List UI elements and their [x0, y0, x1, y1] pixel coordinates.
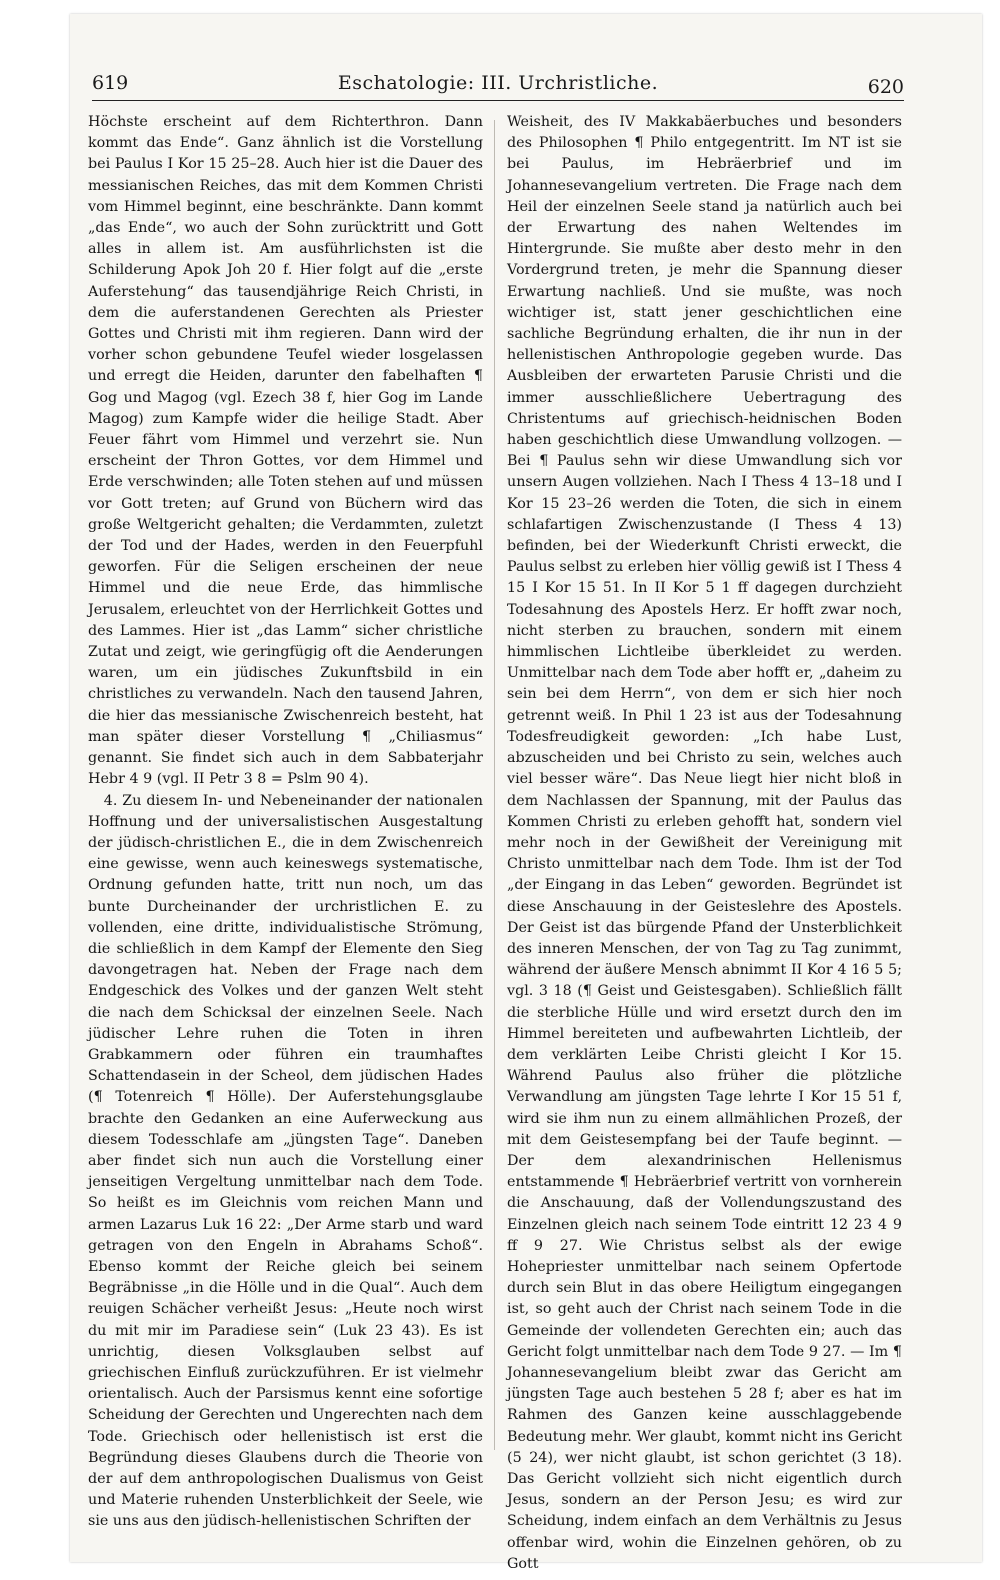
column-divider — [494, 120, 495, 1450]
left-column — [88, 112, 483, 1530]
left-paragraph-2: 4. Zu diesem In- und Nebeneinander der nationalen Hoffnung und der universalistischen Ausgestaltung der jüdisch-christlichen E., die in dem Zwischenreich eine gewisse, wenn auch keineswegs systematische, Ordnung gefunden hatte, tritt nun noch, um das bunte Durcheinander der urchristlichen E. zu vollenden, eine dritte, individualistische Strömung, die schließlich in dem Kampf der Elemente den Sieg davongetragen hat. Neben der Frage nach dem Endgeschick des Volkes und der ganzen Welt steht die nach dem Schicksal der einzelnen Seele. Nach jüdischer Lehre ruhen die Toten in ihren Grabkammern oder führen ein traumhaftes Schattendasein in der Scheol, dem jüdischen Hades (¶ Totenreich ¶ Hölle). Der Auferstehungsglaube brachte den Gedanken an eine Auferweckung aus diesem Todesschlafe am „jüngsten Tage“. Daneben aber findet sich nun auch die Vorstellung einer jenseitigen Vergeltung unmittelbar nach dem Tode. So heißt es im Gleichnis vom reichen Mann und armen Lazarus Luk 16 22: „Der Arme starb und ward getragen von den Engeln in Abrahams Schoß“. Ebenso kommt der Reiche gleich bei seinem Begräbnisse „in die Hölle und in die Qual“. Auch dem reuigen Schächer verheißt Jesus: „Heute noch wirst du mit mir im Paradiese sein“ (Luk 23 43). Es ist unrichtig, diesen Volksglauben selbst auf griechischen Einfluß zurückzuführen. Er ist vielmehr orientalisch. Auch der Parsismus kennt eine sofortige Scheidung der Gerechten und Ungerechten nach dem Tode. Griechisch oder hellenistisch ist erst die Begründung dieses Glaubens durch die Theorie von der auf dem anthropologischen Dualismus von Geist und Materie ruhenden Unsterblichkeit der Seele, wie sie uns aus den jüdisch-hellenistischen Schriften der — [88, 792, 483, 1530]
right-paragraph-1: Weisheit, des IV Makkabäerbuches und besonders des Philosophen ¶ Philo entgegentritt. Im NT ist sie bei Paulus, im Hebräerbrief und im Johannesevangelium vertreten. Die Frage nach dem Heil der einzelnen Seele stand ja natürlich auch bei der Erwartung des nahen Weltendes im Hintergrunde. Sie mußte aber desto mehr in den Vordergrund treten, je mehr die Spannung dieser Erwartung nachließ. Und sie mußte, was noch wichtiger ist, statt jener geschichtlichen eine sachliche Begründung erhalten, die ihr nun in der hellenistischen Anthropologie gegeben wurde. Das Ausbleiben der erwarteten Parusie Christi und die immer ausschließlichere Uebertragung des Christentums auf griechisch-heidnischen Boden haben geschichtlich diese Umwandlung vollzogen. — Bei ¶ Paulus sehn wir diese Umwandlung sich vor unsern Augen vollziehen. Nach I Thess 4 13–18 und I Kor 15 23–26 werden die Toten, die sich in einem schlafartigen Zwischenzustande (I Thess 4 13) befinden, bei der Wiederkunft Christi erweckt, die Paulus selbst zu erleben hier völlig gewiß ist I Thess 4 15 I Kor 15 51. In II Kor 5 1 ff dagegen durchzieht Todesahnung des Apostels Herz. Er hofft zwar noch, nicht sterben zu brauchen, sondern mit einem himmlischen Lichtleibe überkleidet zu werden. Unmittelbar nach dem Tode aber hofft er, „daheim zu sein bei dem Herrn“, von dem er sich hier noch getrennt weiß. In Phil 1 23 ist aus der Todesahnung Todesfreudigkeit geworden: „Ich habe Lust, abzuscheiden und bei Christo zu sein, welches auch viel besser wäre“. Das Neue liegt hier nicht bloß in dem Nachlassen der Spannung, mit der Paulus das Kommen Christi zu erleben gehofft hat, sondern viel mehr noch in der Gewißheit der Vereinigung mit Christo unmittelbar nach dem Tode. Ihm ist der Tod „der Eingang in das Leben“ geworden. Begründet ist diese Anschauung in der Geisteslehre des Apostels. Der Geist ist das bürgende Pfand der Unsterblichkeit des inneren Menschen, der von Tag zu Tag zunimmt, während der äußere Mensch abnimmt II Kor 4 16 5 5; vgl. 3 18 (¶ Geist und Geistesgaben). Schließlich fällt die sterbliche Hülle und wird ersetzt durch den im Himmel bereiteten und aufbewahrten Lichtleib, der dem verklärten Leibe Christi gleicht I Kor 15. Während Paulus also früher die plötzliche Verwandlung am jüngsten Tage lehrte I Kor 15 51 f, wird sie ihm nun zu einem allmählichen Prozeß, der mit dem Geistesempfang bei der Taufe beginnt. — Der dem alexandrinischen Hellenismus entstammende ¶ Hebräerbrief vertritt von vornherein die Anschauung, daß der Vollendungszustand des Einzelnen gleich nach seinem Tode eintritt 12 23 4 9 ff 9 27. Wie Christus selbst als der ewige Hohepriester unmittelbar nach seinem Opfertode durch sein Blut in das obere Heiligtum eingegangen ist, so geht auch der Christ nach seinem Tode in die Gemeinde der vollendeten Gerechten ein; auch das Gericht folgt unmittelbar nach dem Tode 9 27. — Im ¶ Johannesevangelium bleibt zwar das Gericht am jüngsten Tage auch bestehen 5 28 f; aber es hat im Rahmen des Ganzen keine ausschlaggebende Bedeutung mehr. Wer glaubt, kommt nicht ins Gericht (5 24), wer nicht glaubt, ist schon gerichtet (3 18). Das Gericht vollzieht sich nicht eigentlich durch Jesus, sondern an der Person Jesu; es wird zur Scheidung, indem einfach an dem Verhältnis zu Jesus offenbar wird, wohin die Einzelnen gehören, ob zu Gott — [507, 114, 902, 1572]
header-rule — [92, 100, 904, 101]
page-number-left: 619 — [92, 72, 129, 94]
right-column — [507, 112, 902, 1572]
page-number-right: 620 — [867, 76, 904, 98]
running-title: Eschatologie: III. Urchristliche. — [337, 72, 659, 94]
left-paragraph-1: Höchste erscheint auf dem Richterthron. Dann kommt das Ende“. Ganz ähnlich ist die Vorstellung bei Paulus I Kor 15 25–28. Auch hier ist die Dauer des messianischen Reiches, das mit dem Kommen Christi vom Himmel beginnt, eine beschränkte. Dann kommt „das Ende“, wo auch der Sohn zurücktritt und Gott alles in allem ist. Am ausführlichsten ist die Schilderung Apok Joh 20 f. Hier folgt auf die „erste Auferstehung“ das tausendjährige Reich Christi, in dem die auferstandenen Gerechten als Priester Gottes und Christi mit ihm regieren. Dann wird der vorher schon gebundene Teufel wieder losgelassen und erregt die Heiden, darunter den fabelhaften ¶ Gog und Magog (vgl. Ezech 38 f, hier Gog im Lande Magog) zum Kampfe wider die heilige Stadt. Aber Feuer fährt vom Himmel und verzehrt sie. Nun erscheint der Thron Gottes, vor dem Himmel und Erde verschwinden; alle Toten stehen auf und müssen vor Gott treten; auf Grund von Büchern wird das große Weltgericht gehalten; die Verdammten, zuletzt der Tod und der Hades, werden in den Feuerpfuhl geworfen. Für die Seligen erscheinen der neue Himmel und die neue Erde, das himmlische Jerusalem, erleuchtet von der Herrlichkeit Gottes und des Lammes. Hier ist „das Lamm“ sicher christliche Zutat und zeigt, wie geringfügig oft die Aenderungen waren, um ein jüdisches Zukunftsbild in ein christliches zu verwandeln. Nach den tausend Jahren, die hier das messianische Zwischenreich besteht, hat man später dieser Vorstellung ¶ „Chiliasmus“ genannt. Sie findet sich auch in dem Sabbaterjahr Hebr 4 9 (vgl. II Petr 3 8 = Pslm 90 4). — [88, 114, 483, 788]
